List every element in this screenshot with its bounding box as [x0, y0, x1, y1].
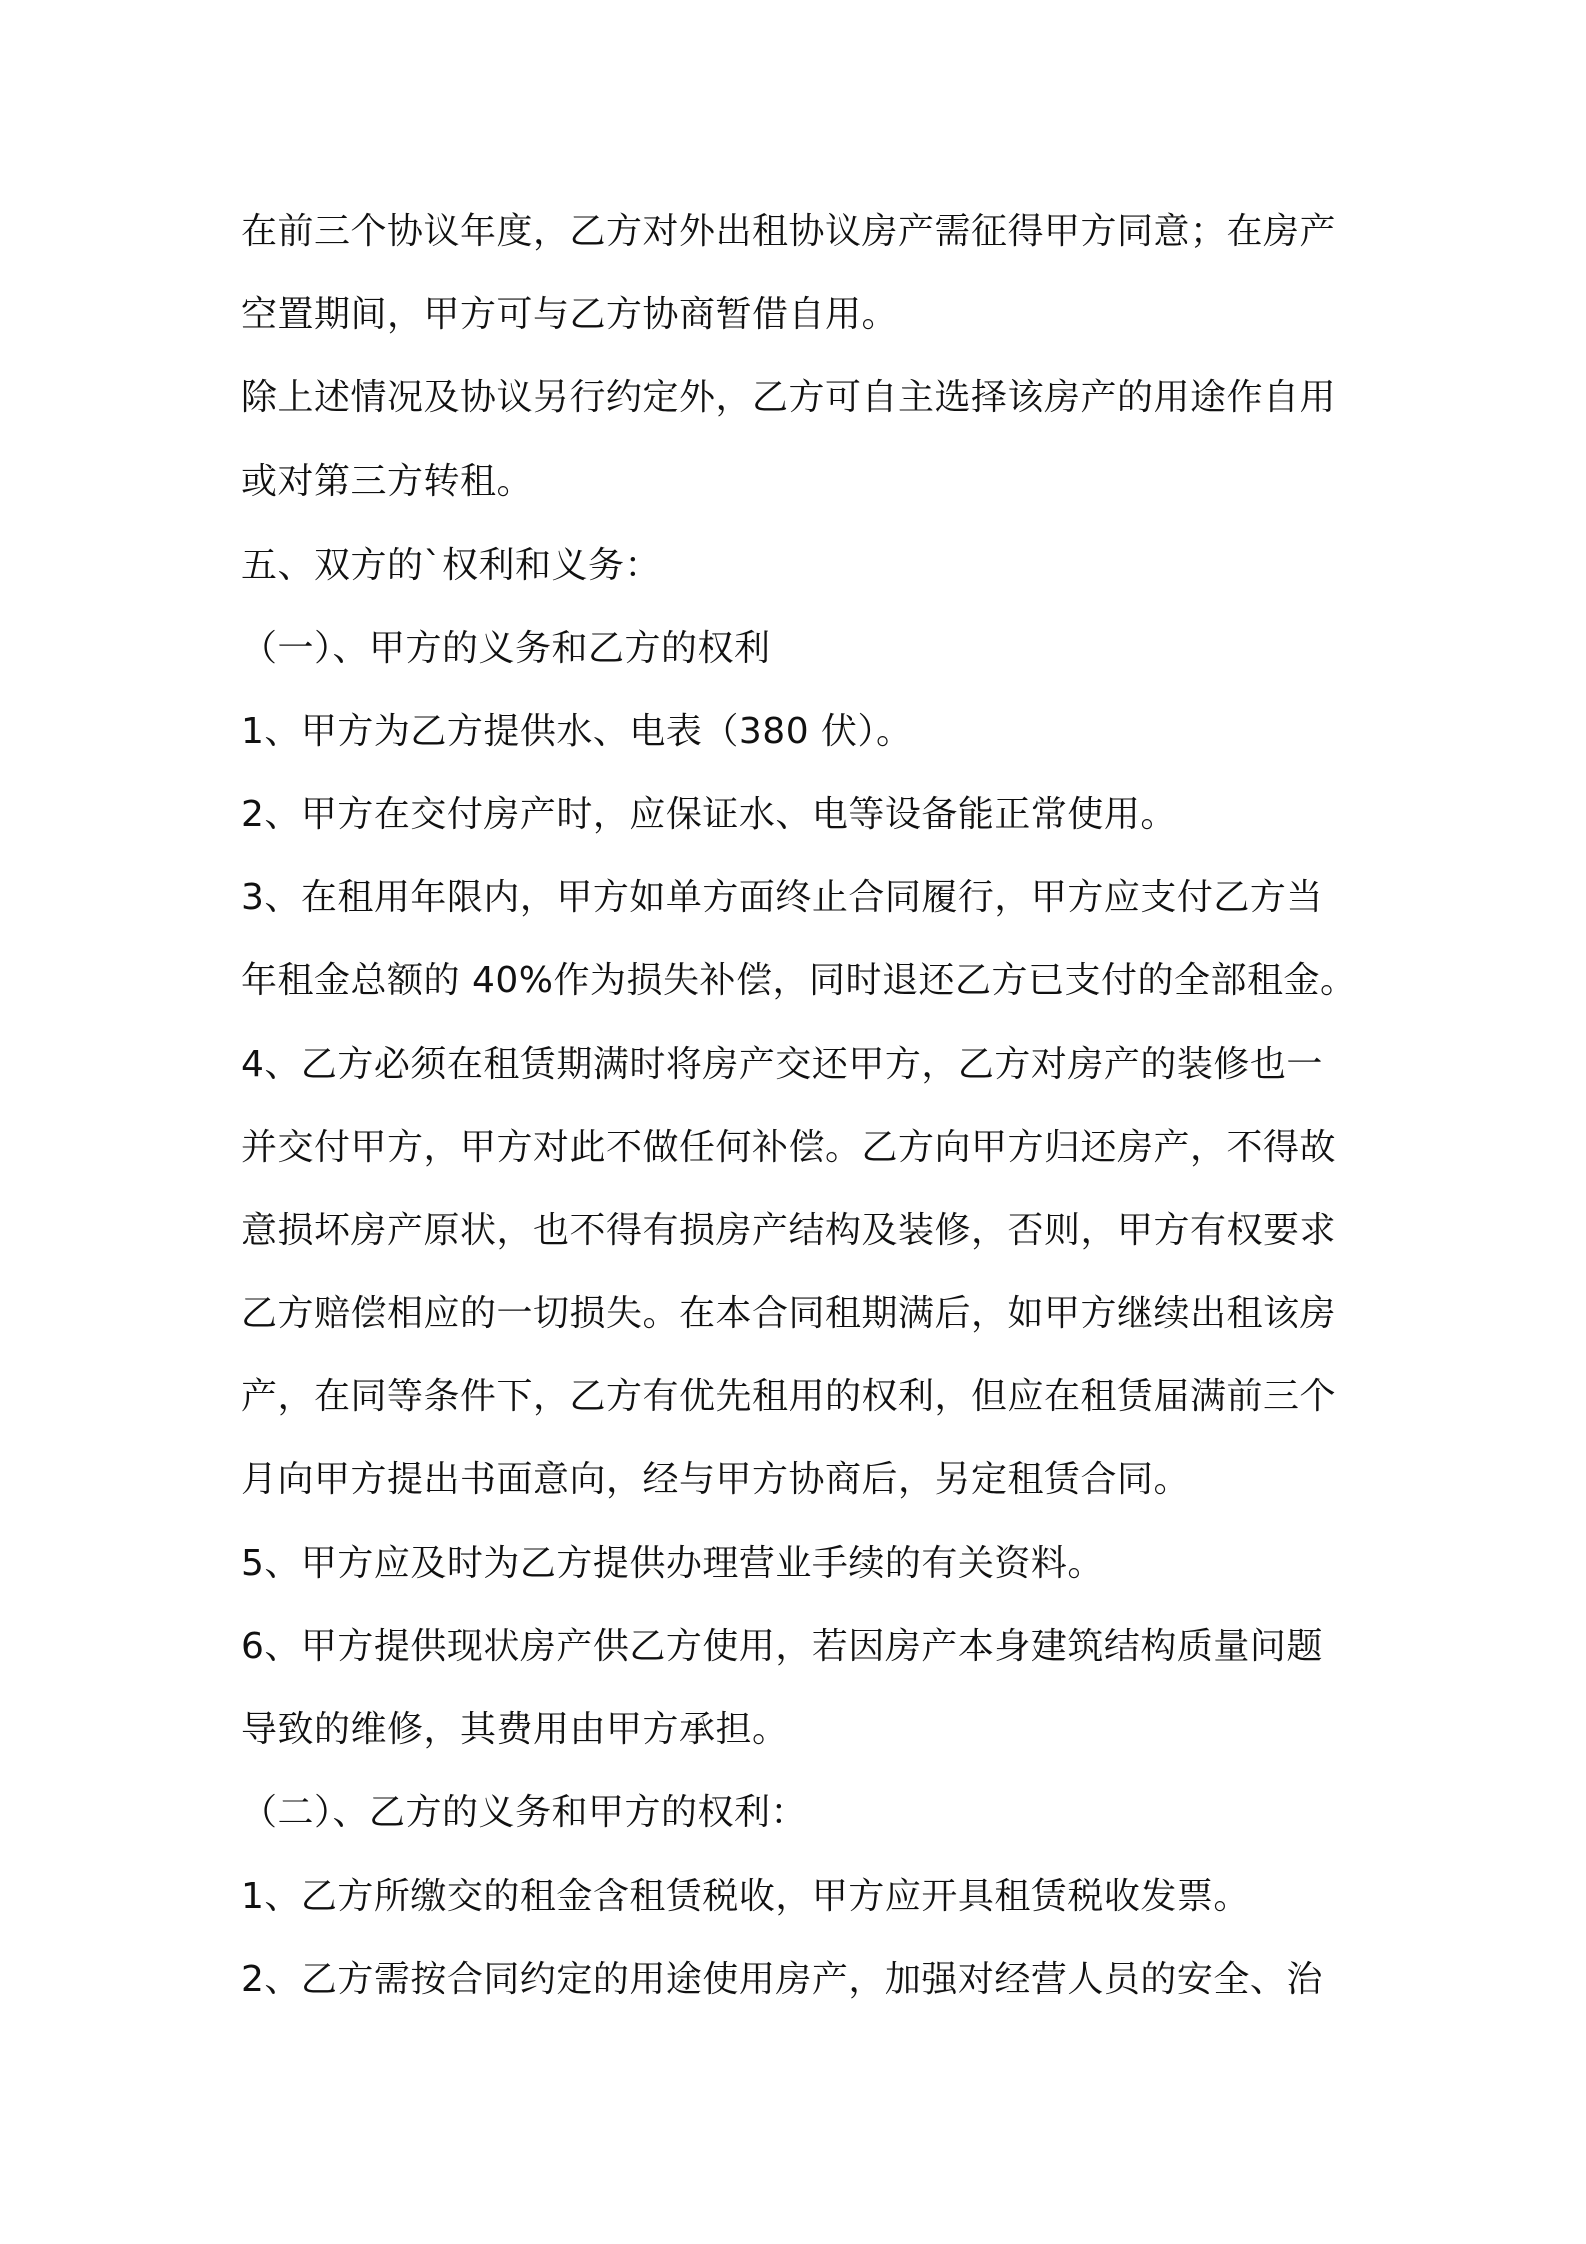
text-line: 6、甲方提供现状房产供乙方使用，若因房产本身建筑结构质量问题 — [241, 1626, 1323, 1667]
text-line: 除上述情况及协议另行约定外，乙方可自主选择该房产的用途作自用 — [241, 377, 1337, 418]
text-line: 空置期间，甲方可与乙方协商暂借自用。 — [241, 294, 899, 335]
text-line: 3、在租用年限内，甲方如单方面终止合同履行，甲方应支付乙方当 — [241, 877, 1323, 918]
text-line: 并交付甲方，甲方对此不做任何补偿。乙方向甲方归还房产，不得故 — [241, 1127, 1337, 1168]
text-line: 4、乙方必须在租赁期满时将房产交还甲方，乙方对房产的装修也一 — [241, 1044, 1323, 1085]
text-line: 乙方赔偿相应的一切损失。在本合同租期满后，如甲方继续出租该房 — [241, 1293, 1337, 1334]
text-line: 5、甲方应及时为乙方提供办理营业手续的有关资料。 — [241, 1543, 1104, 1584]
subsection-heading: （二）、乙方的义务和甲方的权利： — [241, 1792, 808, 1833]
text-line: 2、乙方需按合同约定的用途使用房产，加强对经营人员的安全、治 — [241, 1959, 1323, 2000]
text-line: 产，在同等条件下，乙方有优先租用的权利，但应在租赁届满前三个 — [241, 1376, 1337, 1417]
text-line: 年租金总额的 40%作为损失补偿，同时退还乙方已支付的全部租金。 — [241, 960, 1357, 1001]
text-line: 2、甲方在交付房产时，应保证水、电等设备能正常使用。 — [241, 794, 1177, 835]
subsection-heading: （一）、甲方的义务和乙方的权利 — [241, 628, 771, 669]
text-line: 在前三个协议年度，乙方对外出租协议房产需征得甲方同意；在房产 — [241, 211, 1337, 252]
text-line: 意损坏房产原状，也不得有损房产结构及装修，否则，甲方有权要求 — [241, 1210, 1337, 1251]
text-line: 月向甲方提出书面意向，经与甲方协商后，另定租赁合同。 — [241, 1459, 1191, 1500]
section-heading: 五、双方的`权利和义务： — [241, 545, 662, 586]
text-line: 1、甲方为乙方提供水、电表（380 伏）。 — [241, 711, 913, 752]
text-line: 导致的维修，其费用由甲方承担。 — [241, 1709, 789, 1750]
text-line: 或对第三方转租。 — [241, 461, 534, 502]
text-line: 1、乙方所缴交的租金含租赁税收，甲方应开具租赁税收发票。 — [241, 1876, 1250, 1917]
